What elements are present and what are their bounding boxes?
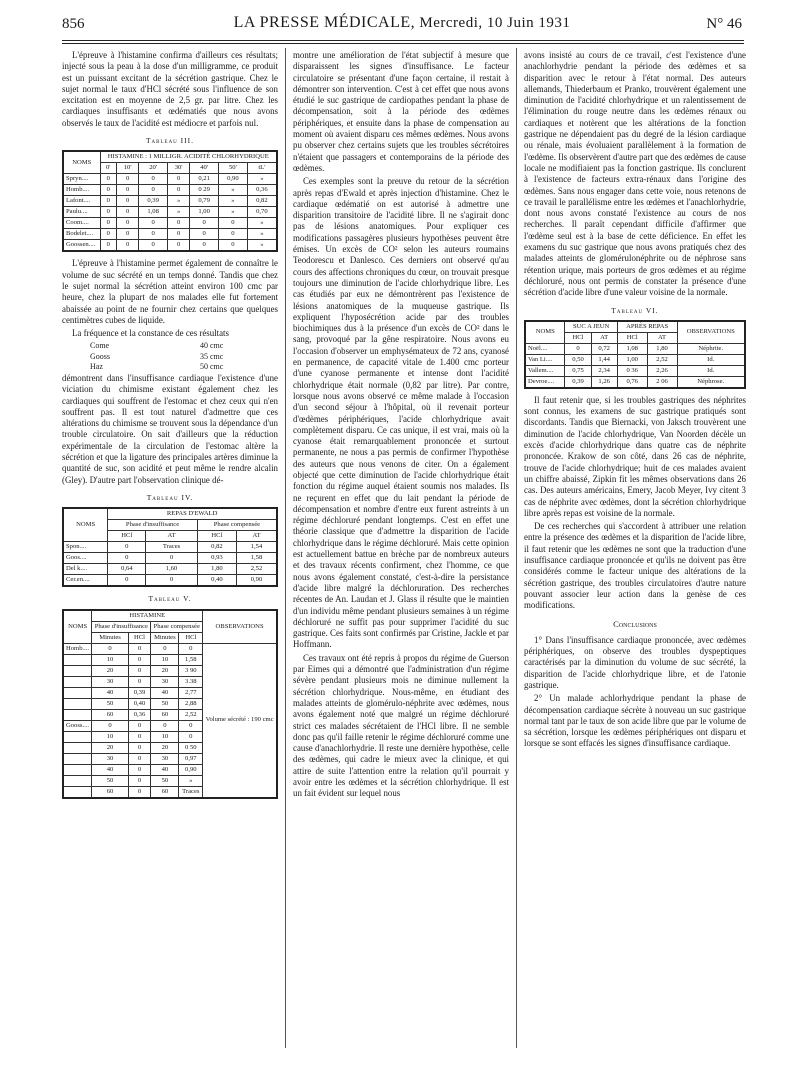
table-row: [525, 354, 745, 365]
table-row: [525, 376, 745, 388]
table-cell: 0,70: [247, 207, 277, 218]
table-cell: 0: [190, 229, 219, 240]
table-cell: 0,90: [179, 764, 203, 775]
table-header: NOMS: [525, 321, 565, 344]
table-cell: 0,39: [565, 376, 591, 388]
table-cell: HCl: [197, 531, 236, 542]
table-cell: 0,39: [139, 196, 168, 207]
table-cell: Cer.en....: [63, 575, 108, 587]
table-cell: 50: [151, 698, 179, 709]
table-cell: 10: [151, 731, 179, 742]
table-header: REPAS D'EWALD: [108, 508, 277, 520]
table-cell: 40': [190, 163, 219, 174]
list-item: [90, 352, 278, 363]
table-cell: 10: [92, 731, 128, 742]
table-cell: 20': [139, 163, 168, 174]
table-cell: 40: [151, 687, 179, 698]
table-cell: 0: [139, 229, 168, 240]
table-cell: Volume sécrété : 190 cmc: [203, 643, 277, 798]
table-cell: 60: [151, 709, 179, 720]
table-cell: 1,26: [591, 376, 617, 388]
table-cell: »: [247, 240, 277, 252]
table-row: [63, 207, 277, 218]
paragraph: démontrent dans l'insuffisance cardiaque l'existence d'une viciation du chimisme existant également chez les cardiaques qui souffrent de l'estomac et chez ceux qui n'en souffrent pas. Il est tout naturel d'admettre que ces altérations du chimisme se trouvent sous la dépendance d'un trouble circulatoire. On sait d'ailleurs que la réduction expérimentale de la circulation de l'estomac altère la sécrétion et que la ligature des principales artères diminue la quantité de suc, son acidité et peut même le rendre alcalin (Gley). D'autre part l'observation clinique dé-: [62, 372, 278, 485]
table-cell: Goossen....: [63, 240, 100, 252]
table-cell: Traces: [146, 542, 197, 553]
table-cell: 0: [190, 218, 219, 229]
table-cell: HCl: [565, 332, 591, 343]
table-row: [63, 564, 277, 575]
table-cell: 0: [146, 575, 197, 587]
table-cell: [63, 665, 92, 676]
table-cell: 0 29: [190, 185, 219, 196]
column-1: [62, 50, 278, 805]
table-cell: 40: [92, 764, 128, 775]
table-cell: Homb....: [63, 185, 100, 196]
table-cell: 50: [92, 775, 128, 786]
table-cell: 0,79: [190, 196, 219, 207]
table-cell: 40: [151, 764, 179, 775]
paragraph: Il faut retenir que, si les troubles gastriques des néphrites sont connus, les examens de suc gastrique pratiqués sont discordants. Tandis que Biernacki, von Jaksch trouvèrent une diminution de l'acide chlorhydrique, Van Noorden décèle un excès d'acide chlorhydrique dans quatre cas de néphrite prononcée. Krakow de son côté, dans 26 cas de néphrite, trouve de l'acide chlorhydrique; huit de ces malades avaient un chiffre abaissé, Zipkin fit les mêmes observations dans 26 cas. Des auteurs américains, Emery, Jacob Meyer, Ivy citent 3 cas de néphrite avec œdèmes, dont la sécrétion chlorhydrique libre après repas est voisine de la normale.: [524, 394, 746, 518]
table-cell: »: [168, 196, 190, 207]
table-header: NOMS: [63, 508, 108, 542]
table-cell: 0: [128, 786, 151, 798]
table-4: [62, 507, 278, 587]
table-cell: 1,58: [237, 553, 277, 564]
table-cell: »: [168, 207, 190, 218]
table-cell: 0: [100, 218, 117, 229]
table-cell: 0: [100, 196, 117, 207]
journal-name: LA PRESSE MÉDICALE,: [233, 14, 416, 31]
table-cell: 0: [117, 196, 139, 207]
section-heading: Conclusions: [613, 619, 657, 630]
table-cell: [63, 687, 92, 698]
table-cell: 0: [219, 218, 248, 229]
table-cell: 0,97: [179, 753, 203, 764]
table-cell: 0,82: [197, 542, 236, 553]
table-cell: 0: [168, 229, 190, 240]
table-cell: 20: [151, 665, 179, 676]
table-cell: 20: [92, 742, 128, 753]
table-header: HISTAMINE: [92, 610, 203, 622]
table-cell: Paulu....: [63, 207, 100, 218]
table-caption: Tableau III.: [145, 136, 195, 146]
table-cell: 0: [219, 229, 248, 240]
table-cell: AT: [237, 531, 277, 542]
table-cell: Devroe....: [525, 376, 565, 388]
table-cell: Spon....: [63, 542, 108, 553]
table-cell: 0: [565, 343, 591, 354]
table-cell: HCl: [128, 632, 151, 643]
table-cell: 0,90: [237, 575, 277, 587]
table-row: [63, 196, 277, 207]
table-cell: 0: [168, 240, 190, 252]
table-header: SUC A JEUN: [565, 321, 617, 333]
page-number: 856: [62, 16, 85, 32]
table-cell: Bodelet....: [63, 229, 100, 240]
table-cell: 30: [151, 753, 179, 764]
table-cell: Del k....: [63, 564, 108, 575]
table-cell: AT: [146, 531, 197, 542]
paragraph: La fréquence et la constance de ces résultats: [72, 328, 229, 339]
table-cell: 20: [92, 665, 128, 676]
table-header: Phase d'insuffisance: [108, 520, 198, 531]
table-row: [63, 218, 277, 229]
journal-title: [62, 14, 742, 32]
table-cell: 0: [168, 185, 190, 196]
table-cell: 2,34: [591, 365, 617, 376]
table-cell: 0: [117, 240, 139, 252]
table-cell: 1,08: [617, 343, 647, 354]
table-cell: 0: [117, 174, 139, 185]
table-caption: Tableau VI.: [611, 305, 659, 315]
table-cell: 0,82: [247, 196, 277, 207]
table-cell: [63, 764, 92, 775]
table-row: [63, 185, 277, 196]
table-cell: 60: [92, 786, 128, 798]
issue-date: Mercredi, 10 Juin 1931: [419, 15, 571, 31]
table-header: Phase compensée: [151, 621, 203, 632]
list-value: 50 cmc: [200, 362, 224, 372]
list-value: 35 cmc: [200, 351, 224, 361]
table-6: [524, 320, 746, 389]
table-cell: 0: [128, 742, 151, 753]
table-caption: Tableau IV.: [146, 492, 194, 502]
table-cell: 0,40: [197, 575, 236, 587]
table-cell: »: [247, 229, 277, 240]
table-cell: 1,00: [617, 354, 647, 365]
paragraph: Ces exemples sont la preuve du retour de la sécrétion après repas d'Ewald et après injection d'histamine. Chez le cardiaque œdématié on est autorisé à admettre une disparition transitoire de l'acidité libre. Il ne s'agirait donc pas de lésions anatomiques. Pour expliquer ces modifications passagères plusieurs hypothèses peuvent être émises. Un excès de CO² selon les auteurs roumains Teodorescu et Danlesco. Ces derniers ont observé qu'au cours des affections chroniques du cœur, on trouvait presque toujours une diminution de l'acide chlorhydrique libre. Les cas étudiés par eux ne démontrèrent pas l'existence de lésions anatomiques de la muqueuse gastrique. Ils expliquent l'hyposécrétion acide par des troubles biochimiques dus à la présence d'un excès de CO² dans le sang, provoqué par la gêne respiratoire. Nous avons eu l'occasion d'observer un emphysémateux de 72 ans, cyanosé en permanence, de capacité vitale de 1.400 cmc porteur d'une cyanose permanente et intense dont l'acidité chlorhydrique était normale (0,82 par litre). Par contre, lorsque nous avons observé ce même malade à l'occasion d'un second séjour à l'hôpital, où il revenait porteur d'œdèmes périphériques, l'acide chlorhydrique avait complètement disparu. Ce cas unique, il est vrai, mais où la cyanose était remarquablement prononcée et surtout permanente, ne nous a pas permis de confirmer l'hypothèse des auteurs que nous venons de citer. On a également objecté que cette diminution de l'acide chlorhydrique était fonction du régime auquel étaient soumis nos malades. Ils ne reçurent en effet que du lait pendant la période de décompensation et nombre d'entre eux furent astreints à un régime déchloruré pendant longtemps. C'est en effet une théorie classique que d'admettre la disparition de l'acide chlorhydrique dans le régime déchloruré. Mais cette opinion est actuellement battue en brèche par de nombreux auteurs et des travaux récents confirment, chez l'homme, ce que nous avons également constaté, c'est-à-dire la persistance d'acide libre malgré la déchloruration. Des recherches récentes de An. Laudan et J. Glass il résulte que le maintien d'un individu même pendant plusieurs semaines à un régime déchloruré ne suffit pas pour supprimer l'acidité du suc gastrique. Ces faits sont confirmés par Cristine, Jackle et par Hoffmann.: [293, 176, 509, 650]
table-cell: Id.: [677, 365, 745, 376]
table-cell: 3.38: [179, 676, 203, 687]
table-cell: 0: [139, 174, 168, 185]
table-cell: 50: [151, 775, 179, 786]
table-cell: 0: [128, 753, 151, 764]
table-row: [63, 643, 277, 654]
table-cell: 2,52: [647, 354, 677, 365]
table-cell: 0: [179, 731, 203, 742]
table-row: [63, 575, 277, 587]
table-cell: 0: [139, 218, 168, 229]
volume-list: [62, 341, 278, 373]
table-cell: 50: [92, 698, 128, 709]
table-cell: AT: [647, 332, 677, 343]
table-cell: 30: [92, 676, 128, 687]
paragraph: L'épreuve à l'histamine confirma d'ailleurs ces résultats; injecté sous la peau à la dose d'un milligramme, ce produit est un puissant excitant de la sécrétion gastrique. Chez le sujet normal le taux d'HCl sécrété sous l'influence de son excitation est en moyenne de 2,5 gr. par litre. Chez les cardiaques insuffisants et œdématiés que nous avons observés le taux de l'acidité est médiocre et parfois nul.: [62, 50, 278, 128]
table-cell: Id.: [677, 354, 745, 365]
table-header: OBSERVATIONS: [677, 321, 745, 344]
table-cell: 0: [100, 174, 117, 185]
paragraph: L'épreuve à l'histamine permet également de connaître le volume de suc sécrété en un temps donné. Tandis que chez le sujet normal la sécrétion atteint environ 100 cmc par heure, chez la plupart de nos malades elle fut fortement abaissée au point de ne fournir chez certains que quelques centimètres cubes de liquide.: [62, 258, 278, 325]
table-cell: 0,64: [108, 564, 146, 575]
table-cell: 0,93: [197, 553, 236, 564]
table-cell: »: [219, 196, 248, 207]
table-cell: [63, 775, 92, 786]
table-cell: 0: [92, 720, 128, 731]
table-cell: 10: [92, 654, 128, 665]
table-cell: 0: [168, 174, 190, 185]
table-cell: 0: [100, 185, 117, 196]
table-cell: 50': [219, 163, 248, 174]
table-cell: 0,90: [219, 174, 248, 185]
table-cell: 0: [108, 553, 146, 564]
table-cell: 1,60: [146, 564, 197, 575]
table-cell: 2,26: [647, 365, 677, 376]
table-cell: Homb....: [63, 643, 92, 654]
paragraph: Ces travaux ont été repris à propos du régime de Guerson par Eimes qui a démontré que l'administration d'un régime sévère pendant plusieurs mois ne diminue nullement la sécrétion chlorhydrique. Nous-même, en étudiant des malades atteints de glomérulo-néphrite avec œdèmes, nous avons également noté que malgré un régime déchloruré strict ces malades sécrétaient de l'HCl libre. Il ne semble donc pas qu'il faille retenir le régime déchloruré comme une cause d'anachlorhydrie. Il reste une dernière hypothèse, celle des œdèmes, qui cadre le mieux avec la clinique, et qui attire de suite l'attention entre la relation qu'il pourrait y avoir entre les œdèmes et la sécrétion chlorhydrique. Il est un fait évident sur lequel nous: [293, 652, 509, 799]
table-header: APRÈS REPAS: [617, 321, 677, 333]
table-cell: 0: [219, 240, 248, 252]
table-cell: 10': [117, 163, 139, 174]
table-cell: »: [247, 174, 277, 185]
table-cell: 20: [151, 742, 179, 753]
table-cell: [63, 698, 92, 709]
table-cell: »: [179, 775, 203, 786]
table-cell: 40: [92, 687, 128, 698]
table-cell: 0,36: [128, 709, 151, 720]
table-cell: 1,80: [647, 343, 677, 354]
conclusion-item: 1° Dans l'insuffisance cardiaque prononcée, avec œdèmes périphériques, on observe des troubles dyspeptiques caractérisés par la diminution du volume de suc sécrété, la disparition de l'acide chlorhydrique libre, et de l'atonie gastrique.: [524, 634, 746, 690]
table-cell: 2,88: [179, 698, 203, 709]
table-cell: 0: [128, 665, 151, 676]
header-rule-2: [62, 43, 744, 44]
paragraph: avons insisté au cours de ce travail, c'est l'existence d'une anachlorhydrie pendant la période des œdèmes et sa disparition avec le retour à l'état normal. Des auteurs allemands, Thiederbaum et Pranko, trouvèrent également une diminution de l'acidité chlorhydrique et un ralentissement de l'élimination du rouge neutre dans les œdèmes rénaux ou cardiaques et notèrent que les altérations de la fonction gastrique ne dépendaient pas du degré de la lésion cardiaque ou rénale, mais évoluaient parallèlement à la formation de l'œdème. Ils observèrent d'autre part que des œdèmes de cause locale ne modifiaient pas la fonction gastrique. Ils conclurent à l'existence de facteurs extra-rénaux dans l'origine des œdèmes. Sans nous engager dans cette voie, nous retenons de ce travail le parallélisme entre les œdèmes et l'anachlorhydrie, dont nous avons constaté l'existence au cours de nos recherches. Il paraît cependant difficile d'affirmer que l'œdème seul est à la base de cette déficience. En effet les examens du suc gastrique que nous avons pratiqués chez des malades atteints de glomérulonéphrite ou de néphrose sans rétention urique, mais porteurs de gros œdèmes et au régime déchloruré, nous ont permis de constater la présence d'une sécrétion d'acide libre d'une valeur voisine de la normale.: [524, 50, 746, 298]
list-item: [90, 362, 278, 373]
paragraph: montre une amélioration de l'état subjectif à mesure que disparaissent les signes d'insuffisance. Le facteur circulatoire se présentant d'une façon certaine, il restait à démontrer son intervention. C'est à cet effet que nous avons étudié le suc gastrique de cardiopathes pendant la phase de décompensation, soit à la période des œdèmes périphériques, et ensuite dans la phase de compensation au moment où avaient disparu ces mêmes œdèmes. Nous avons pu observer chez certains sujets que les troubles sécrétoires n'étaient que passagers et contemporains de la période des œdèmes.: [293, 50, 509, 173]
table-cell: 0: [100, 240, 117, 252]
table-cell: 0: [117, 207, 139, 218]
table-cell: 1,58: [179, 654, 203, 665]
table-cell: 0: [117, 185, 139, 196]
table-cell: 0 36: [617, 365, 647, 376]
table-cell: 30: [92, 753, 128, 764]
table-cell: HCl: [108, 531, 146, 542]
table-cell: 0,75: [565, 365, 591, 376]
table-5: [62, 609, 278, 799]
table-cell: 0: [128, 731, 151, 742]
table-cell: 0: [117, 218, 139, 229]
table-cell: 0: [128, 643, 151, 654]
table-3: [62, 150, 278, 252]
table-cell: 2 06: [647, 376, 677, 388]
table-header: Phase compensée: [197, 520, 277, 531]
paragraph: De ces recherches qui s'accordent à attribuer une relation entre la présence des œdèmes et la disparition de l'acide libre, il faut retenir que les œdèmes ne sont que la traduction d'une insuffisance cardiaque prononcée et qu'ils ne doivent pas être considérés comme le facteur unique des altérations de la sécrétion gastrique, des troubles circulatoires d'autre nature pouvant associer leur action dans la genèse de ces modifications.: [524, 521, 746, 611]
table-cell: 0,21: [190, 174, 219, 185]
table-cell: [63, 786, 92, 798]
table-cell: 2,52: [179, 709, 203, 720]
table-cell: Goos....: [63, 553, 108, 564]
table-cell: HCl: [179, 632, 203, 643]
table-cell: 0': [100, 163, 117, 174]
table-row: [525, 365, 745, 376]
table-cell: 1,80: [197, 564, 236, 575]
table-row: [63, 229, 277, 240]
table-cell: 60: [92, 709, 128, 720]
table-cell: Coom....: [63, 218, 100, 229]
table-cell: Van Li....: [525, 354, 565, 365]
table-cell: 0: [190, 240, 219, 252]
table-cell: »: [219, 185, 248, 196]
table-cell: Spryn....: [63, 174, 100, 185]
conclusion-item: 2° Un malade achlorhydrique pendant la phase de décompensation cardiaque sécrète à nouveau un suc gastrique normal tant par le taux de son acide libre que par le volume de sa sécrétion, lorsque les œdèmes périphériques ont disparu et lorsque se sont effacés les signes d'insuffisance cardiaque.: [524, 693, 746, 749]
table-cell: Minutes: [92, 632, 128, 643]
issue-number: N° 46: [706, 16, 742, 32]
table-cell: 0: [139, 240, 168, 252]
table-cell: 0: [179, 720, 203, 731]
table-cell: 0,40: [128, 698, 151, 709]
list-name: Come: [90, 341, 110, 351]
list-item: [90, 341, 278, 352]
table-cell: 0: [128, 764, 151, 775]
table-cell: 0: [128, 720, 151, 731]
table-cell: Traces: [179, 786, 203, 798]
table-cell: 2,52: [237, 564, 277, 575]
table-cell: 60: [151, 786, 179, 798]
table-cell: Gooss....: [63, 720, 92, 731]
table-cell: 0,76: [617, 376, 647, 388]
table-row: [63, 542, 277, 553]
table-cell: 0: [100, 207, 117, 218]
table-cell: HCl: [617, 332, 647, 343]
table-cell: 0 50: [179, 742, 203, 753]
table-cell: 0: [139, 185, 168, 196]
table-cell: »: [247, 218, 277, 229]
table-cell: Lafont....: [63, 196, 100, 207]
page-header: [62, 14, 742, 36]
table-cell: 1,08: [139, 207, 168, 218]
table-row: [63, 174, 277, 185]
table-cell: 0: [100, 229, 117, 240]
table-header: NOMS: [63, 610, 92, 644]
table-cell: »: [219, 207, 248, 218]
table-cell: [63, 709, 92, 720]
table-row: [525, 343, 745, 354]
table-cell: 0: [146, 553, 197, 564]
list-name: Gooss: [90, 351, 111, 361]
table-cell: 0: [168, 218, 190, 229]
column-2: [293, 50, 509, 802]
table-cell: 0,72: [591, 343, 617, 354]
table-cell: 1,54: [237, 542, 277, 553]
table-cell: 0: [92, 643, 128, 654]
table-cell: 0: [117, 229, 139, 240]
table-cell: 0,50: [565, 354, 591, 365]
table-cell: Néphrose.: [677, 376, 745, 388]
list-value: 40 cmc: [200, 341, 224, 351]
table-cell: 30: [151, 676, 179, 687]
table-row: [63, 240, 277, 252]
table-cell: [63, 676, 92, 687]
table-cell: Néphrite.: [677, 343, 745, 354]
table-cell: 2,77: [179, 687, 203, 698]
header-rule: [62, 40, 744, 41]
table-cell: AT: [591, 332, 617, 343]
list-name: Haz: [90, 362, 103, 372]
table-cell: 10: [151, 654, 179, 665]
table-cell: [63, 753, 92, 764]
table-row: [63, 553, 277, 564]
table-cell: 0,39: [128, 687, 151, 698]
table-cell: 0: [128, 654, 151, 665]
table-cell: tL': [247, 163, 277, 174]
table-header: NOMS: [63, 151, 100, 174]
table-header: OBSERVATIONS: [203, 610, 277, 644]
table-cell: 0,36: [247, 185, 277, 196]
column-3: [524, 50, 746, 752]
table-cell: [63, 654, 92, 665]
table-cell: 0: [151, 720, 179, 731]
column-divider: [516, 48, 517, 1048]
table-cell: Vallem....: [525, 365, 565, 376]
table-cell: [63, 742, 92, 753]
table-cell: 0: [108, 575, 146, 587]
table-cell: 1,44: [591, 354, 617, 365]
table-cell: 0: [128, 676, 151, 687]
table-header: HISTAMINE : 1 MILLIGR. ACIDITÉ CHLORHYDRIQUE: [100, 151, 277, 163]
table-cell: [63, 731, 92, 742]
table-cell: 0: [128, 775, 151, 786]
table-cell: 1,00: [190, 207, 219, 218]
table-cell: 0: [108, 542, 146, 553]
table-cell: 30': [168, 163, 190, 174]
table-cell: Minutes: [151, 632, 179, 643]
table-cell: 3 90: [179, 665, 203, 676]
table-cell: Noël....: [525, 343, 565, 354]
column-divider: [285, 48, 286, 1048]
table-cell: 0: [179, 643, 203, 654]
table-header: Phase d'insuffisance: [92, 621, 151, 632]
table-caption: Tableau V.: [148, 594, 192, 604]
table-cell: 0: [151, 643, 179, 654]
